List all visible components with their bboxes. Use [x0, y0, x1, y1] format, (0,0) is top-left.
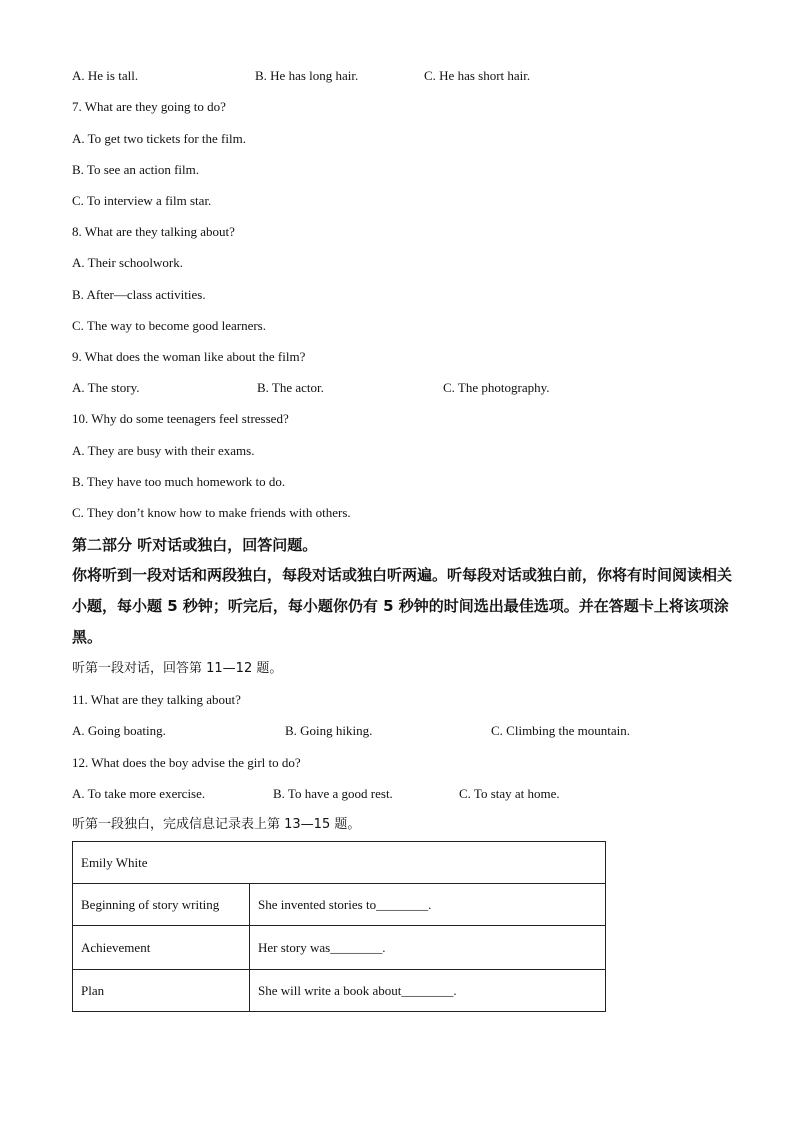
q7-stem: 7. What are they going to do?	[72, 99, 226, 114]
q12-option-b: B. To have a good rest.	[273, 786, 393, 801]
row-value: Her story was________.	[250, 926, 606, 970]
q11-option-a: A. Going boating.	[72, 723, 166, 738]
part2-instructions: 你将听到一段对话和两段独白，每段对话或独白听两遍。听每段对话或独白前，你将有时间阅读相关小题，每小题 5 秒钟；听完后，每小题你仍有 5 秒钟的时间选出最佳选项。并在答题卡上将该项涂黑。	[72, 566, 733, 646]
q6-option-b: B. He has long hair.	[255, 68, 359, 83]
q11-option-b: B. Going hiking.	[285, 723, 373, 738]
q8-option-a: A. Their schoolwork.	[72, 255, 183, 270]
table-title: Emily White	[73, 842, 606, 884]
q12-option-a: A. To take more exercise.	[72, 786, 206, 801]
q10-option-b: B. They have too much homework to do.	[72, 474, 286, 489]
q12-stem: 12. What does the boy advise the girl to do?	[72, 755, 301, 770]
table-row	[73, 926, 606, 970]
table-row	[73, 884, 606, 926]
q10-option-a: A. They are busy with their exams.	[72, 443, 255, 458]
row-value: She will write a book about________.	[250, 970, 606, 1012]
q7-option-a: A. To get two tickets for the film.	[72, 131, 246, 146]
q8-stem: 8. What are they talking about?	[72, 224, 235, 239]
q7-option-c: C. To interview a film star.	[72, 193, 212, 208]
q7-option-b: B. To see an action film.	[72, 162, 200, 177]
q11-option-c: C. Climbing the mountain.	[491, 723, 631, 738]
row-label: Achievement	[73, 926, 250, 970]
monologue-note: 听第一段独白，完成信息记录表上第 13—15 题。	[72, 817, 361, 832]
info-record-table	[72, 841, 606, 1012]
row-value: She invented stories to________.	[250, 884, 606, 926]
q9-stem: 9. What does the woman like about the film?	[72, 349, 306, 364]
q10-option-c: C. They don’t know how to make friends with others.	[72, 505, 351, 520]
q6-option-c: C. He has short hair.	[424, 68, 531, 83]
q6-option-a: A. He is tall.	[72, 68, 139, 83]
q9-option-a: A. The story.	[72, 380, 140, 395]
q9-option-b: B. The actor.	[257, 380, 324, 395]
table-row	[73, 970, 606, 1012]
row-label: Beginning of story writing	[73, 884, 250, 926]
q9-option-c: C. The photography.	[443, 380, 550, 395]
part2-heading: 第二部分 听对话或独白，回答问题。	[72, 536, 318, 554]
q12-option-c: C. To stay at home.	[459, 786, 560, 801]
row-label: Plan	[73, 970, 250, 1012]
q11-stem: 11. What are they talking about?	[72, 692, 241, 707]
dialogue-note: 听第一段对话，回答第 11—12 题。	[72, 661, 283, 676]
q8-option-b: B. After—class activities.	[72, 287, 206, 302]
q8-option-c: C. The way to become good learners.	[72, 318, 266, 333]
q10-stem: 10. Why do some teenagers feel stressed?	[72, 411, 289, 426]
